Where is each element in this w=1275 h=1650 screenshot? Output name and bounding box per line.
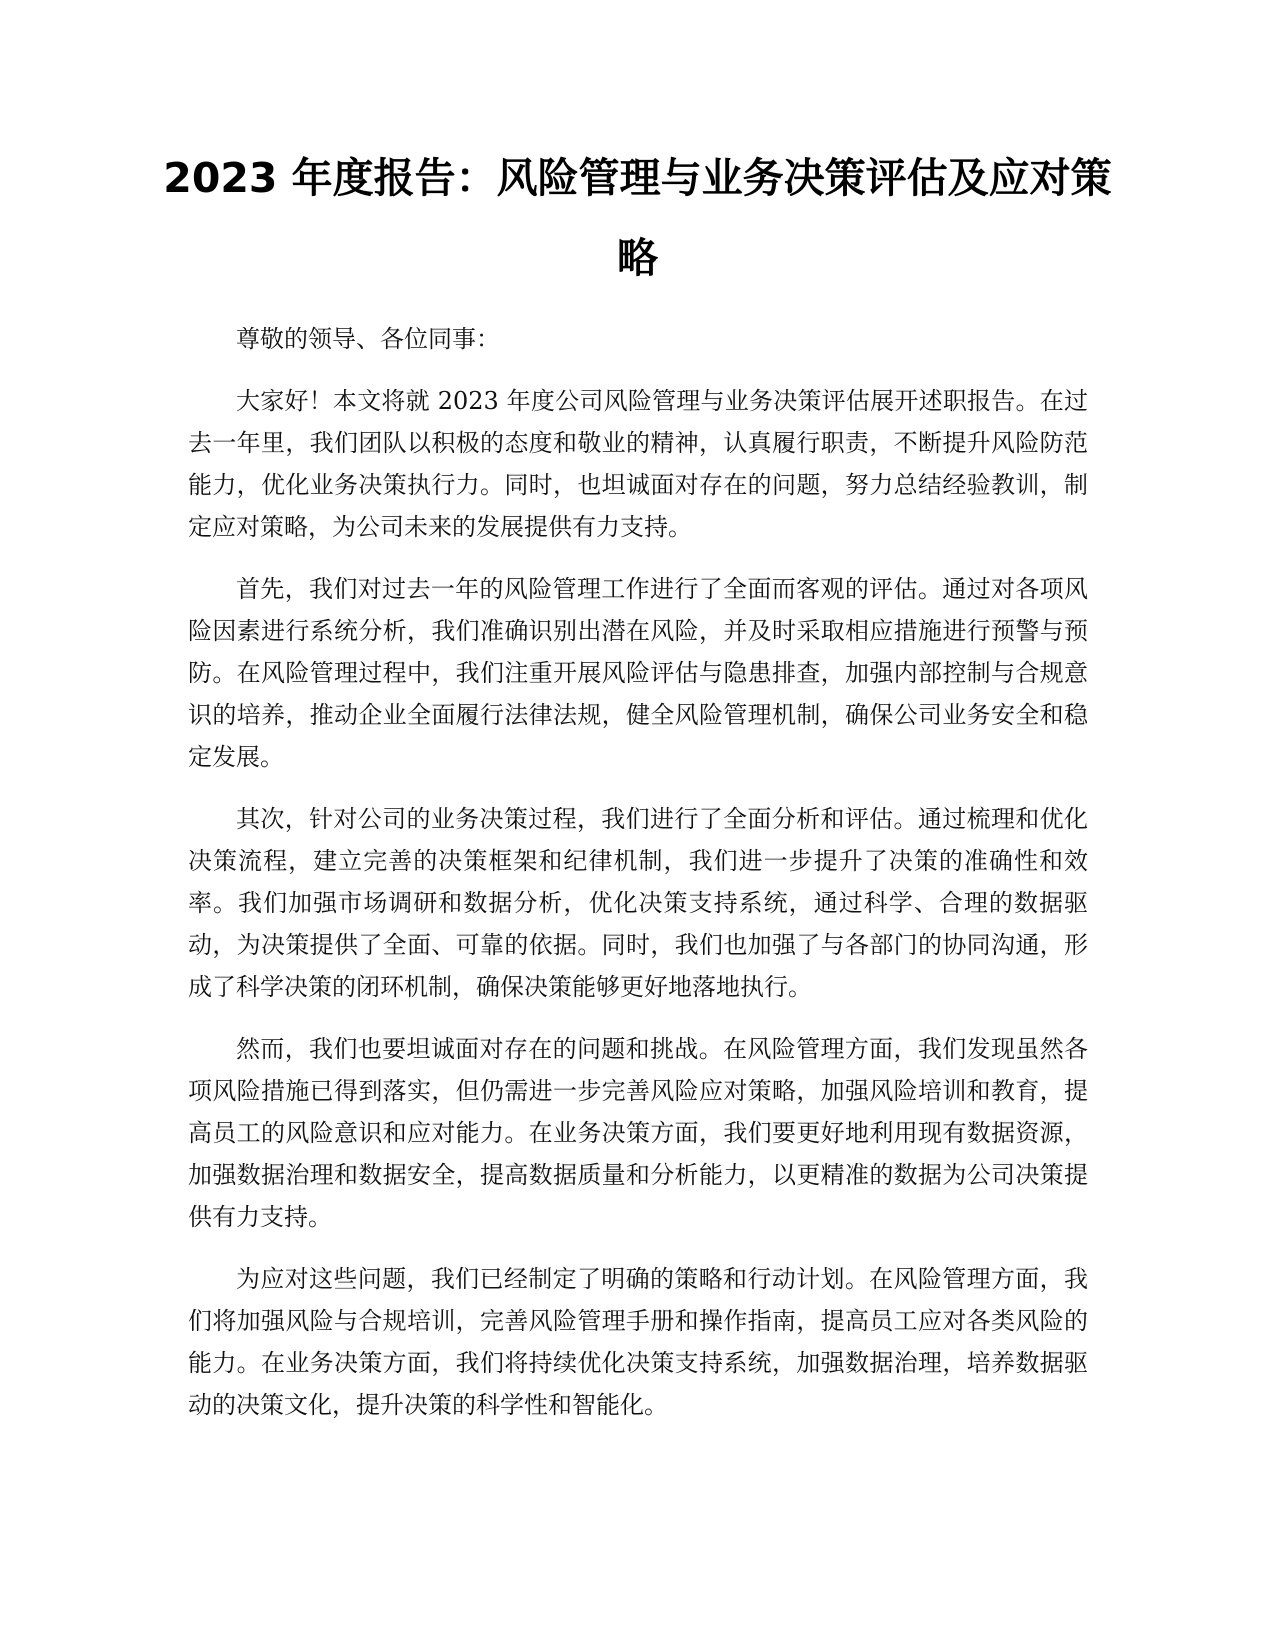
- document-title: 2023 年度报告：风险管理与业务决策评估及应对策略: [163, 154, 1112, 282]
- salutation-paragraph: 尊敬的领导、各位同事：: [236, 325, 500, 353]
- decision-evaluation-paragraph: 其次，针对公司的业务决策过程，我们进行了全面分析和评估。通过梳理和优化决策流程，建立完善的决策框架和纪律机制，我们进一步提升了决策的准确性和效率。我们加强市场调研和数据分析，优化决策支持系统，通过科学、合理的数据驱动，为决策提供了全面、可靠的依据。同时，我们也加强了与各部门的协同沟通，形成了科学决策的闭环机制，确保决策能够更好地落地执行。: [188, 805, 1088, 1001]
- intro-paragraph: 大家好！本文将就 2023 年度公司风险管理与业务决策评估展开述职报告。在过去一年里，我们团队以积极的态度和敬业的精神，认真履行职责，不断提升风险防范能力，优化业务决策执行力。同时，也坦诚面对存在的问题，努力总结经验教训，制定应对策略，为公司未来的发展提供有力支持。: [188, 387, 1088, 541]
- strategy-paragraph: 为应对这些问题，我们已经制定了明确的策略和行动计划。在风险管理方面，我们将加强风险与合规培训，完善风险管理手册和操作指南，提高员工应对各类风险的能力。在业务决策方面，我们将持续优化决策支持系统，加强数据治理，培养数据驱动的决策文化，提升决策的科学性和智能化。: [188, 1265, 1088, 1419]
- risk-assessment-paragraph: 首先，我们对过去一年的风险管理工作进行了全面而客观的评估。通过对各项风险因素进行系统分析，我们准确识别出潜在风险，并及时采取相应措施进行预警与预防。在风险管理过程中，我们注重开展风险评估与隐患排查，加强内部控制与合规意识的培养，推动企业全面履行法律法规，健全风险管理机制，确保公司业务安全和稳定发展。: [188, 575, 1088, 771]
- challenges-paragraph: 然而，我们也要坦诚面对存在的问题和挑战。在风险管理方面，我们发现虽然各项风险措施已得到落实，但仍需进一步完善风险应对策略，加强风险培训和教育，提高员工的风险意识和应对能力。在业务决策方面，我们要更好地利用现有数据资源，加强数据治理和数据安全，提高数据质量和分析能力，以更精准的数据为公司决策提供有力支持。: [188, 1035, 1088, 1231]
- document-body: [188, 318, 1088, 1446]
